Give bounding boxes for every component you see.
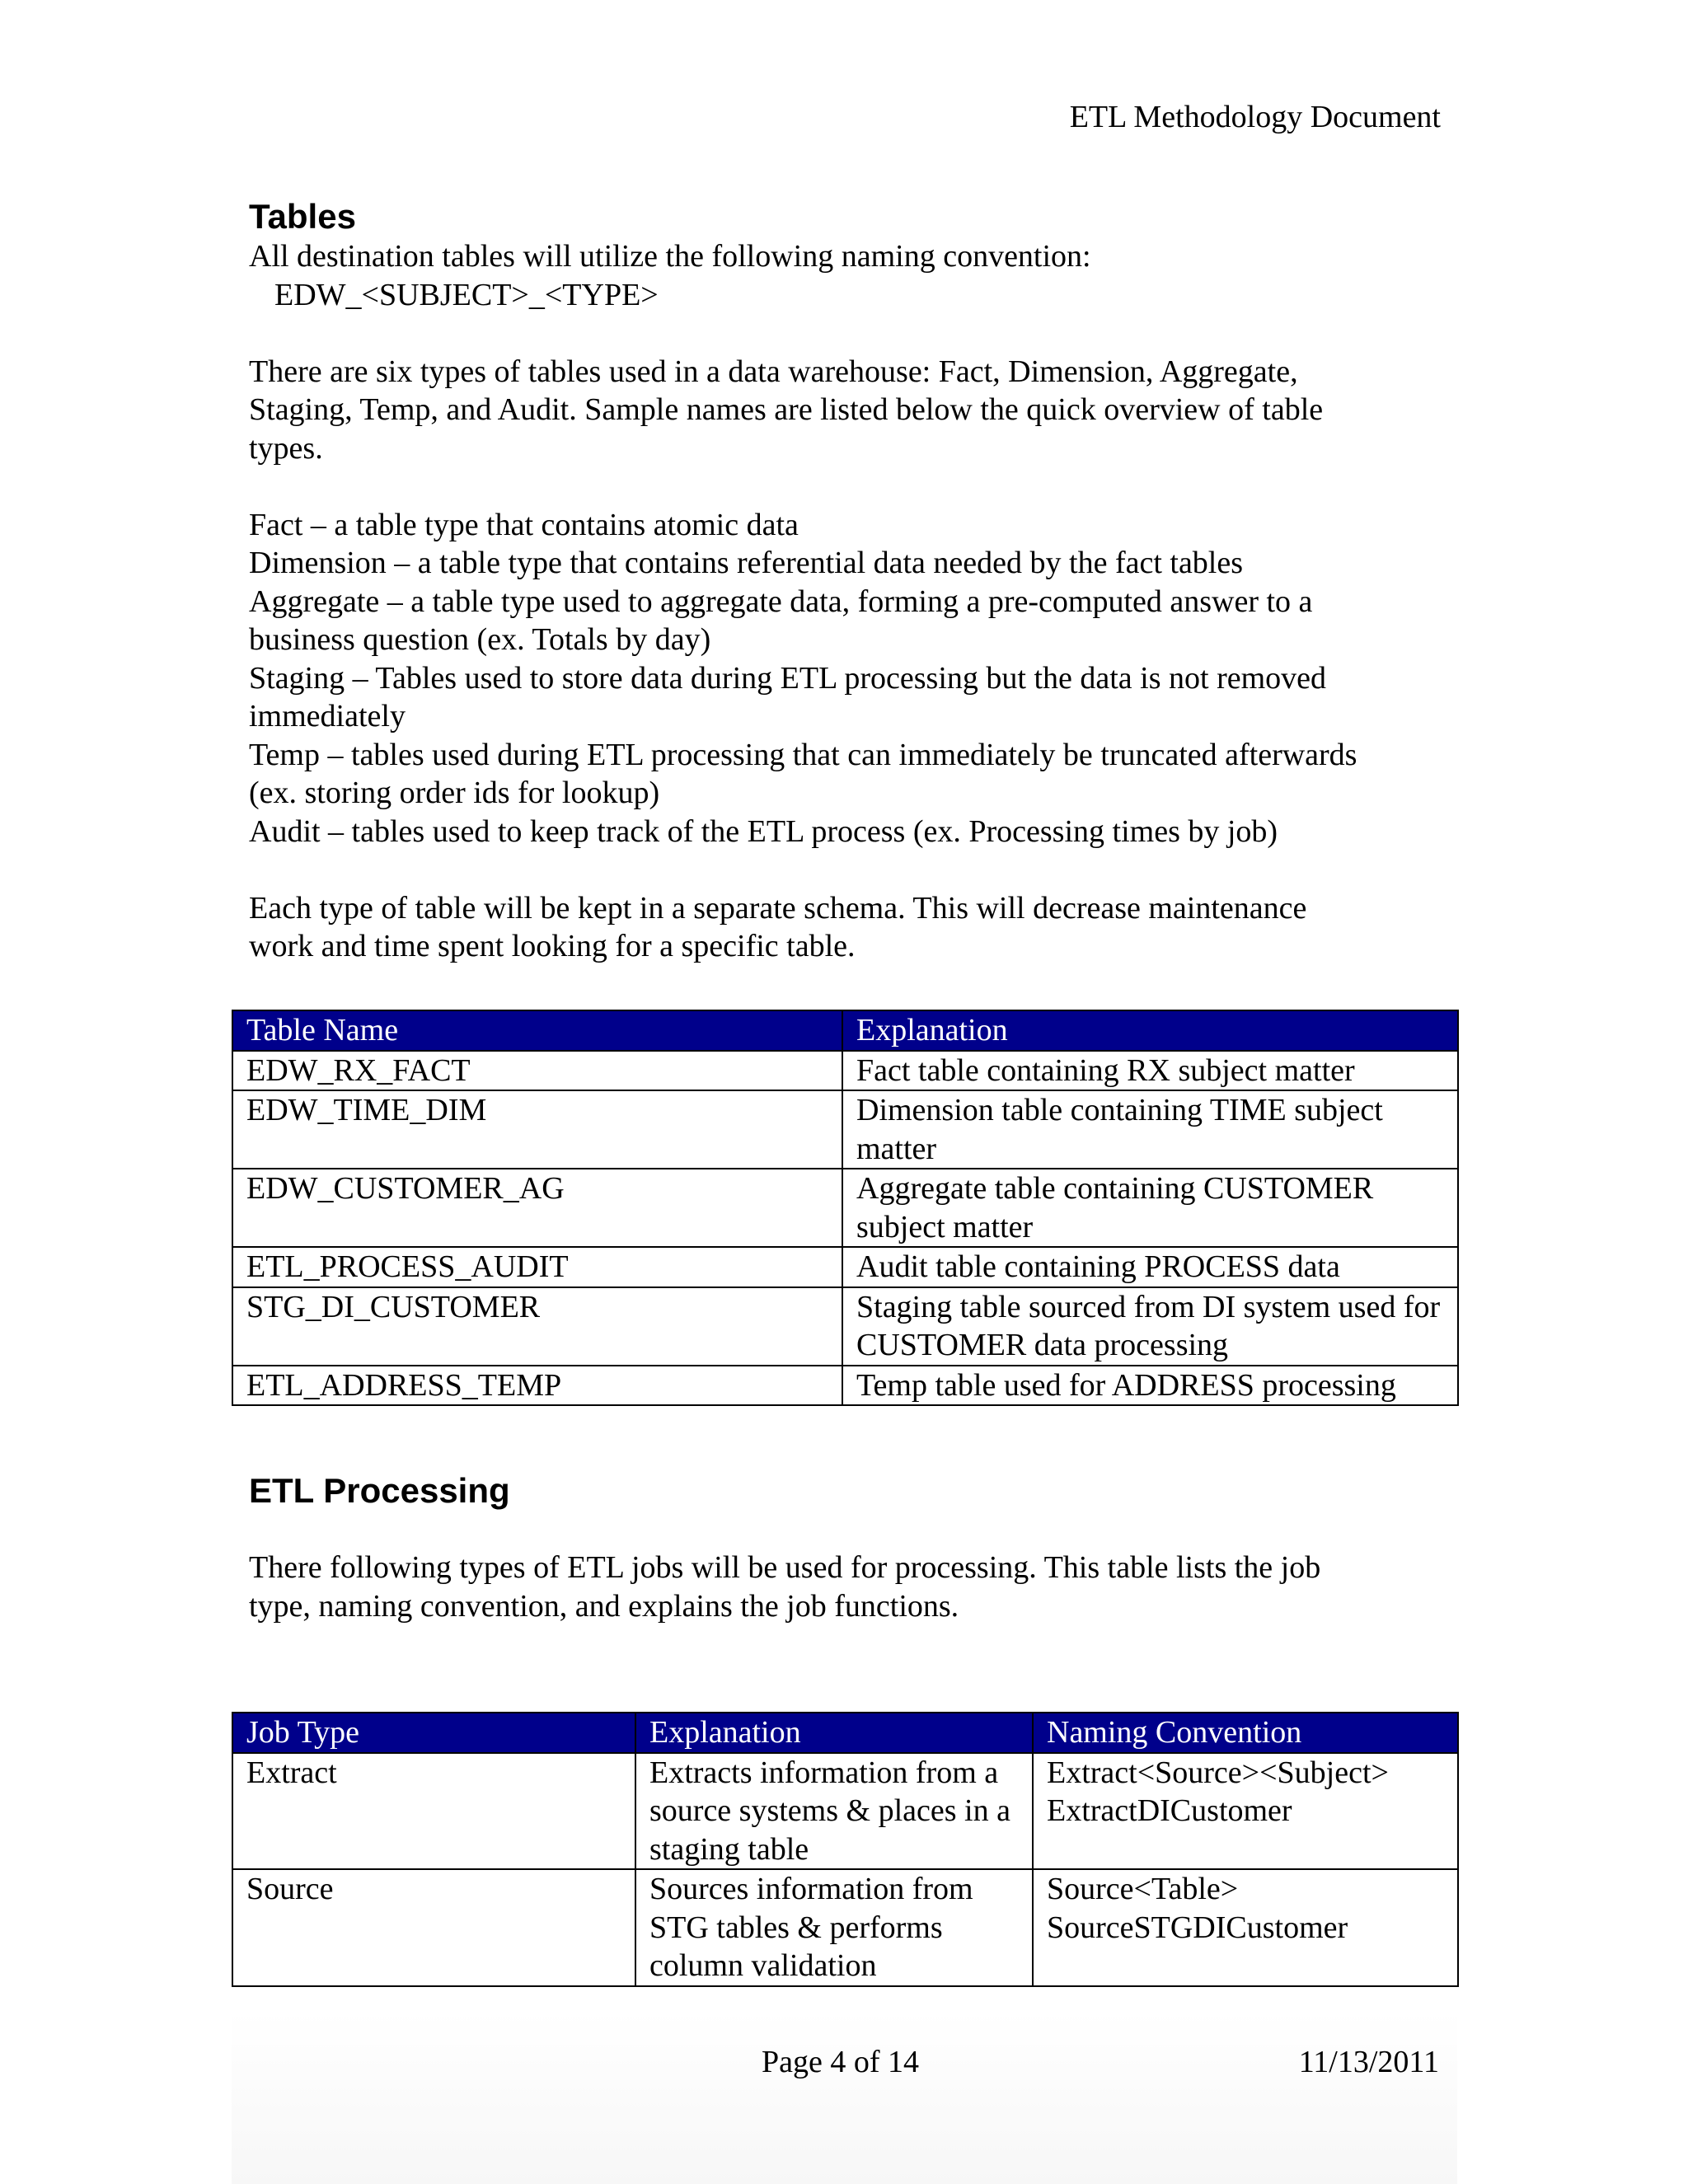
table-type-line: (ex. storing order ids for lookup) (249, 776, 660, 810)
overview-line: There are six types of tables used in a data warehouse: Fact, Dimension, Aggregate, (249, 354, 1298, 389)
schema-line: Each type of table will be kept in a separate schema. This will decrease maintenance (249, 890, 1307, 926)
naming-example: ExtractDICustomer (1047, 1793, 1292, 1828)
table-row (232, 1366, 1458, 1406)
explanation-cell: Dimension table containing TIME subject matter (842, 1090, 1458, 1169)
table-name-cell: ETL_PROCESS_AUDIT (232, 1247, 842, 1287)
table-row (232, 1090, 1458, 1169)
table-type-line: immediately (249, 699, 406, 733)
spacer (249, 1511, 1461, 1549)
document-date: 11/13/2011 (1298, 2045, 1439, 2079)
page-number: Page 4 of 14 (762, 2045, 920, 2079)
naming-intro: All destination tables will utilize the following naming convention: (249, 239, 1091, 274)
spacer (249, 314, 1461, 353)
explanation-cell: Audit table containing PROCESS data (842, 1247, 1458, 1287)
table-row (232, 1753, 1458, 1870)
spacer (249, 467, 1461, 506)
table-header-row (232, 1713, 1458, 1753)
etl-intro-line: There following types of ETL jobs will be used for processing. This table lists the job (249, 1550, 1321, 1585)
table-names-table (232, 1010, 1459, 1406)
naming-convention-cell (1033, 1869, 1458, 1986)
naming-convention-cell (1033, 1753, 1458, 1870)
tables-section (249, 196, 1461, 966)
job-type-cell: Extract (232, 1753, 635, 1870)
column-header-job-type: Job Type (232, 1713, 635, 1753)
column-header-explanation: Explanation (635, 1713, 1033, 1753)
etl-processing-section (249, 1470, 1461, 1625)
etl-processing-heading: ETL Processing (249, 1471, 510, 1510)
explanation-cell: Fact table containing RX subject matter (842, 1051, 1458, 1091)
naming-example: SourceSTGDICustomer (1047, 1910, 1348, 1945)
table-type-line: Audit – tables used to keep track of the ETL process (ex. Processing times by job) (249, 813, 1278, 849)
column-header-naming-convention: Naming Convention (1033, 1713, 1458, 1753)
table-row (232, 1247, 1458, 1287)
explanation-cell: Temp table used for ADDRESS processing (842, 1366, 1458, 1406)
explanation-cell: Aggregate table containing CUSTOMER subject matter (842, 1169, 1458, 1247)
table-row (232, 1287, 1458, 1366)
table-row (232, 1869, 1458, 1986)
table-type-line: Fact – a table type that contains atomic data (249, 507, 799, 542)
explanation-cell: Staging table sourced from DI system used for CUSTOMER data processing (842, 1287, 1458, 1366)
explanation-cell: Extracts information from a source systems & places in a staging table (635, 1753, 1033, 1870)
spacer (249, 851, 1461, 889)
tables-heading: Tables (249, 197, 356, 236)
job-type-cell: Source (232, 1869, 635, 1986)
explanation-cell: Sources information from STG tables & performs column validation (635, 1869, 1033, 1986)
naming-pattern: Source<Table> (1047, 1872, 1239, 1906)
table-name-cell: STG_DI_CUSTOMER (232, 1287, 842, 1366)
table-type-line: Staging – Tables used to store data during ETL processing but the data is not removed (249, 660, 1327, 696)
table-type-line: Temp – tables used during ETL processing that can immediately be truncated afterwards (249, 737, 1357, 772)
table-type-line: Dimension – a table type that contains referential data needed by the fact tables (249, 546, 1244, 580)
overview-line: types. (249, 430, 323, 466)
table-type-line: Aggregate – a table type used to aggregate data, forming a pre-computed answer to a (249, 583, 1313, 619)
footer-shade (232, 2011, 1457, 2184)
table-row (232, 1051, 1458, 1091)
table-name-cell: EDW_TIME_DIM (232, 1090, 842, 1169)
column-header-explanation: Explanation (842, 1010, 1458, 1051)
table-row (232, 1169, 1458, 1247)
document-header-title: ETL Methodology Document (1069, 100, 1441, 134)
column-header-table-name: Table Name (232, 1010, 842, 1051)
schema-line: work and time spent looking for a specific table. (249, 929, 856, 963)
overview-line: Staging, Temp, and Audit. Sample names are listed below the quick overview of table (249, 392, 1324, 427)
naming-convention: EDW_<SUBJECT>_<TYPE> (274, 277, 659, 312)
table-name-cell: ETL_ADDRESS_TEMP (232, 1366, 842, 1406)
table-header-row (232, 1010, 1458, 1051)
etl-jobs-table (232, 1712, 1459, 1987)
etl-intro-line: type, naming convention, and explains the job functions. (249, 1588, 959, 1624)
naming-pattern: Extract<Source><Subject> (1047, 1755, 1389, 1790)
table-name-cell: EDW_RX_FACT (232, 1051, 842, 1091)
table-name-cell: EDW_CUSTOMER_AG (232, 1169, 842, 1247)
table-type-line: business question (ex. Totals by day) (249, 622, 711, 657)
